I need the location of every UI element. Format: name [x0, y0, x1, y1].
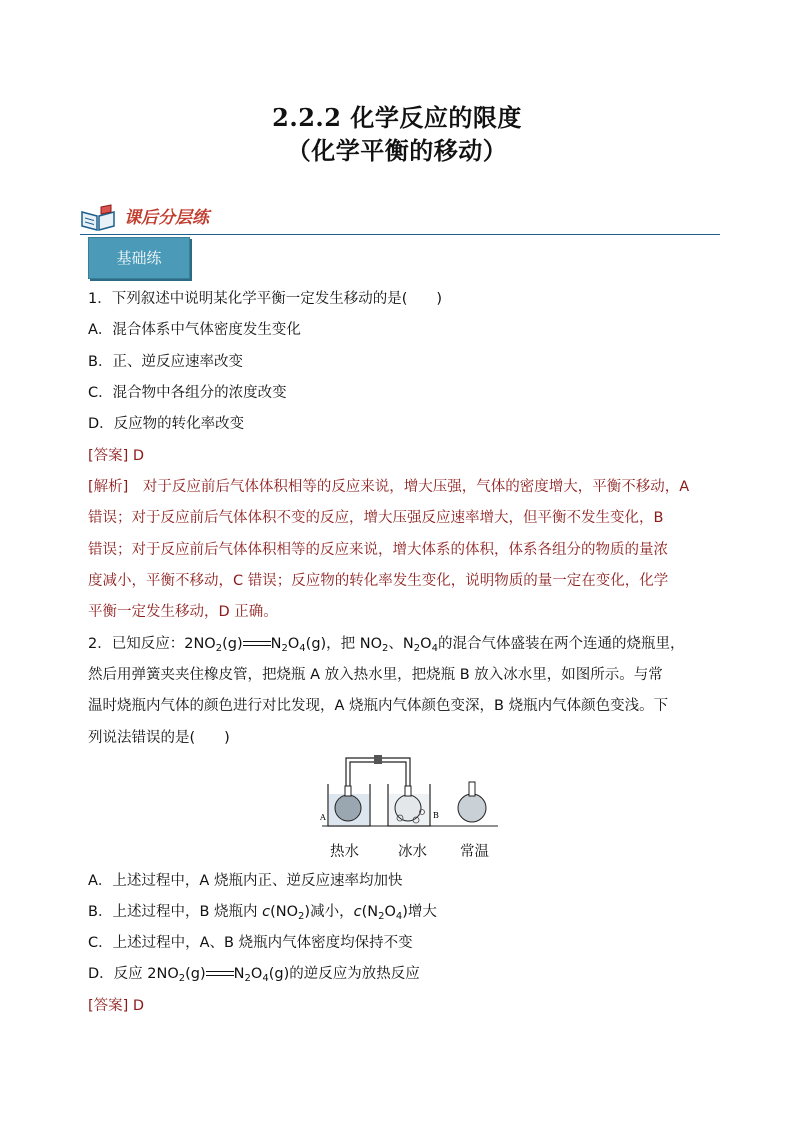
page-subtitle: （化学平衡的移动） — [286, 136, 508, 165]
label-a: A — [320, 813, 326, 822]
section-title: 课后分层练 — [124, 208, 209, 228]
clamp-icon — [374, 755, 382, 764]
q2-option-d: D．反应 $2NO_2(g)$ $N_2O_4(g)$的逆反应为放热反应 — [88, 966, 420, 984]
section-header — [80, 198, 720, 238]
caption-ice-water: 冰水 — [398, 844, 427, 860]
q2-stem-line: 2．已知反应：$2NO_2(g)$ $N_2O_4(g)$，把 $NO_2$、$N_2O_4$的混合气体盛装在两个连通的烧瓶里， — [88, 636, 685, 654]
caption-room-temp: 常温 — [460, 844, 489, 860]
q2-option-a: A．上述过程中，A 烧瓶内正、逆反应速率均加快 — [88, 873, 403, 889]
equilibrium-arrow-icon — [206, 969, 234, 979]
q1-answer: [答案] D — [88, 448, 145, 464]
q1-option-d: D．反应物的转化率改变 — [88, 416, 245, 432]
q1-option-a: A．混合体系中气体密度发生变化 — [88, 322, 301, 338]
q1-analysis-line: 平衡一定发生移动，D 正确。 — [88, 604, 278, 620]
q2-stem-line: 列说法错误的是( ) — [88, 730, 230, 746]
q2-option-c: C．上述过程中，A、B 烧瓶内气体密度均保持不变 — [88, 935, 413, 951]
q1-analysis-line: 错误；对于反应前后气体体积不变的反应，增大压强反应速率增大，但平衡不发生变化，B — [88, 510, 664, 526]
page-title: 2.2.2 化学反应的限度 — [272, 103, 522, 132]
equilibrium-arrow-icon — [243, 639, 271, 649]
q1-analysis-line: 错误；对于反应前后气体体积相等的反应来说，增大体系的体积，体系各组分的物质的量浓 — [88, 542, 668, 558]
q1-option-c: C．混合物中各组分的浓度改变 — [88, 385, 287, 401]
flask-apparatus-figure — [320, 750, 500, 840]
section-divider — [80, 234, 720, 235]
q1-stem: 1．下列叙述中说明某化学平衡一定发生移动的是( ) — [88, 291, 443, 307]
q2-stem-line: 然后用弹簧夹夹住橡皮管，把烧瓶 A 放入热水里，把烧瓶 B 放入冰水里，如图所示。与常 — [88, 667, 663, 683]
caption-hot-water: 热水 — [330, 844, 359, 860]
q1-analysis-line: 度减小，平衡不移动，C 错误；反应物的转化率发生变化，说明物质的量一定在变化，化学 — [88, 573, 669, 589]
q2-answer: [答案] D — [88, 998, 145, 1014]
book-icon — [80, 204, 116, 232]
q2-option-b: B．上述过程中，B 烧瓶内 $c(NO_2)$减小，$c(N_2O_4)$增大 — [88, 904, 437, 922]
q1-analysis-line: [解析] 对于反应前后气体体积相等的反应来说，增大压强，气体的密度增大，平衡不移动，A — [88, 479, 690, 495]
level-badge: 基础练 — [88, 237, 190, 279]
q1-option-b: B．正、逆反应速率改变 — [88, 354, 243, 370]
label-b: B — [433, 811, 439, 820]
q2-stem-line: 温时烧瓶内气体的颜色进行对比发现，A 烧瓶内气体颜色变深，B 烧瓶内气体颜色变浅。下 — [88, 698, 669, 714]
